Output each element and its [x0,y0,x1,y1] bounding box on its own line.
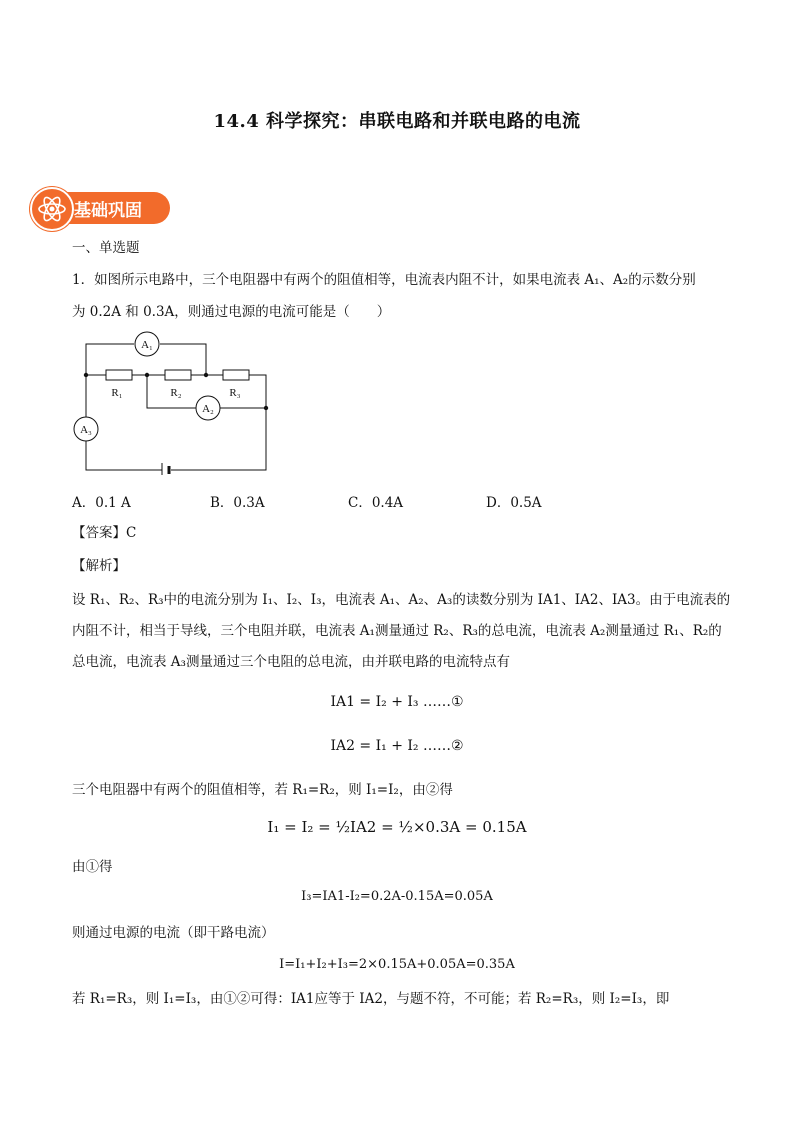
question-line-2: 为 0.2A 和 0.3A，则通过电源的电流可能是（ ） [72,304,391,320]
equation-1: IA1 = I₂ + I₃ ……① [330,694,464,710]
equation-2: IA2 = I₁ + I₂ ……② [330,738,464,754]
section-badge [30,187,170,227]
option-b[interactable]: B．0.3A [210,495,265,511]
page-title: 14.4 科学探究：串联电路和并联电路的电流 [213,111,581,132]
label-a2: A₂ [202,403,214,415]
label-r2: R₂ [170,387,182,399]
analysis-label: 【解析】 [72,558,126,574]
resistor-r3 [223,370,249,380]
label-r1: R₁ [111,387,123,399]
label-a1: A₁ [141,339,153,351]
question-line-1: 1．如图所示电路中，三个电阻器中有两个的阻值相等，电流表内阻不计，如果电流表 A₁、A₂的示数分别 [72,272,696,288]
analysis-paragraph-4: 则通过电源的电流（即干路电流） [72,925,275,941]
answer: 【答案】C [72,525,137,541]
equation-5: I=I₁+I₂+I₃=2×0.15A+0.05A=0.35A [279,957,515,972]
option-a[interactable]: A．0.1 A [72,495,131,511]
analysis-paragraph-1: 设 R₁、R₂、R₃中的电流分别为 I₁、I₂、I₃，电流表 A₁、A₂、A₃的读数分别为 IA1、IA2、IA3。由于电流表的内阻不计，相当于导线，三个电阻并联，电流表 A₁测量通过 R₂、R₃的总电流，电流表 A₂测量通过 R₁、R₂的总电流，电流表 A₃测量通过三个电阻的总电流，由并联电路的电流特点有 [72,592,731,670]
atom-icon [30,187,74,231]
analysis-paragraph-5: 若 R₁=R₃，则 I₁=I₃，由①②可得：IA1应等于 IA2，与题不符，不可能；若 R₂=R₃，则 I₂=I₃，即 [72,991,670,1007]
circuit-diagram [70,330,280,475]
analysis-paragraph-3: 由①得 [72,859,113,875]
resistor-r2 [165,370,191,380]
equation-3: I₁ = I₂ = ½IA2 = ½×0.3A = 0.15A [267,818,527,836]
resistor-r1 [106,370,132,380]
analysis-paragraph-2: 三个电阻器中有两个的阻值相等，若 R₁=R₂，则 I₁=I₂，由②得 [72,782,453,798]
label-r3: R₃ [229,387,241,399]
option-d[interactable]: D．0.5A [486,495,542,511]
equation-4: I₃=IA1-I₂=0.2A-0.15A=0.05A [301,889,493,904]
badge-label: 基础巩固 [74,201,142,221]
label-a3: A₃ [80,424,92,436]
section-heading: 一、单选题 [72,240,140,256]
option-c[interactable]: C．0.4A [348,495,404,511]
